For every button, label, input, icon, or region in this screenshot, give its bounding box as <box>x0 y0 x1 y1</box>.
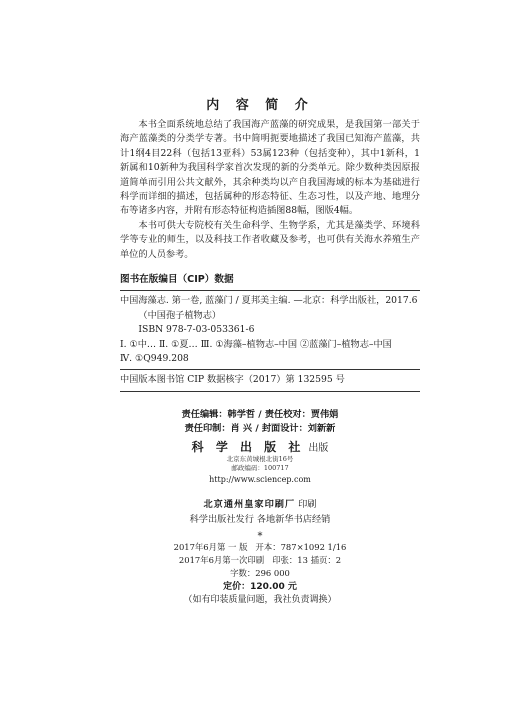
cip-line-4: Ⅰ. ①中… Ⅱ. ①夏… Ⅲ. ①海藻–植物志–中国 ②蓝藻门–植物志–中国 <box>120 338 392 350</box>
publisher-block <box>0 438 520 484</box>
cip-isbn: ISBN 978-7-03-053361-6 <box>138 324 255 336</box>
quality-note: （如有印装质量问题，我社负责调换） <box>183 594 337 605</box>
spec-format: 开本：787×1092 1/16 <box>255 542 347 552</box>
publisher-url: http://www.sciencep.com <box>209 475 311 484</box>
cip-heading: 图书在版编目（CIP）数据 <box>120 274 234 285</box>
spec-words: 字数：296 000 <box>230 568 290 579</box>
printer-name: 北京通州皇家印刷厂 <box>203 499 296 510</box>
publisher-suffix: 出版 <box>308 443 329 454</box>
spec-sheets: 印张：13 插页：2 <box>272 555 342 566</box>
spec-row-3 <box>0 567 520 580</box>
spec-printing: 2017年6月第一次印刷 <box>178 555 265 566</box>
price: 定价：120.00 元 <box>223 581 297 592</box>
spec-row-2 <box>0 554 520 567</box>
distribution-line: 科学出版社发行 各地新华书店经销 <box>189 514 331 525</box>
credit-printing-text: 责任印制：肖 兴 / 封面设计：刘新新 <box>184 423 336 434</box>
publisher-name: 科 学 出 版 社 <box>191 440 305 454</box>
cip-record-number: 中国版本图书馆 CIP 数据核字（2017）第 132595 号 <box>120 374 345 386</box>
spec-edition: 2017年6月第 一 版 <box>173 542 248 552</box>
responsibility-credits <box>0 408 520 436</box>
page-title: 内 容 简 介 <box>206 98 314 113</box>
cip-top-rule <box>120 290 420 291</box>
separator-star: * <box>257 531 263 542</box>
credit-line-printing <box>0 422 520 436</box>
printer-suffix: 印刷 <box>298 499 317 510</box>
cip-line-2: （中国孢子植物志） <box>138 309 222 321</box>
credit-line-editor <box>0 408 520 422</box>
cip-line-1: 中国海藻志. 第一卷, 蓝藻门 / 夏邦美主编. —北京：科学出版社，2017.6 <box>120 295 418 307</box>
summary-paragraph-2: 本书可供大专院校有关生命科学、生物学系，尤其是藻类学、环境科学等专业的师生，以及科技工作者收藏及参考，也可供有关海水养殖生产单位的人员参考。 <box>120 219 420 260</box>
publisher-address: 北京东黄城根北街16号 <box>226 455 294 463</box>
cip-middle-rule <box>120 369 420 370</box>
printer-block <box>0 497 520 527</box>
content-summary <box>120 118 420 262</box>
print-specs <box>0 541 520 607</box>
cip-bottom-rule <box>120 391 420 392</box>
publisher-postcode: 邮政编码：100717 <box>231 464 289 472</box>
spec-row-1 <box>0 541 520 554</box>
cip-line-5: Ⅳ. ①Q949.208 <box>120 353 189 365</box>
cip-data-block <box>120 273 420 395</box>
summary-paragraph-1: 本书全面系统地总结了我国海产蓝藻的研究成果，是我国第一部关于海产蓝藻类的分类学专著。书中简明扼要地描述了我国已知海产蓝藻，共计1纲4目22科（包括13亚科）53属123种（包括变种），其中1新科，1新属和10新种为我国科学家首次发现的新的分类单元。除少数种类因原报道简单而引用公共文献外，其余种类均以产自我国海域的标本为基础进行科学而详细的描述，包括属种的形态特征、生态习性，以及产地、地理分布等诸多内容，并附有形态特征构造插图88幅，图版4幅。 <box>120 119 420 217</box>
credit-editor-text: 责任编辑：韩学哲 / 责任校对：贾伟娟 <box>181 409 339 420</box>
printer-name-row <box>0 497 520 512</box>
publisher-name-row <box>0 438 520 455</box>
